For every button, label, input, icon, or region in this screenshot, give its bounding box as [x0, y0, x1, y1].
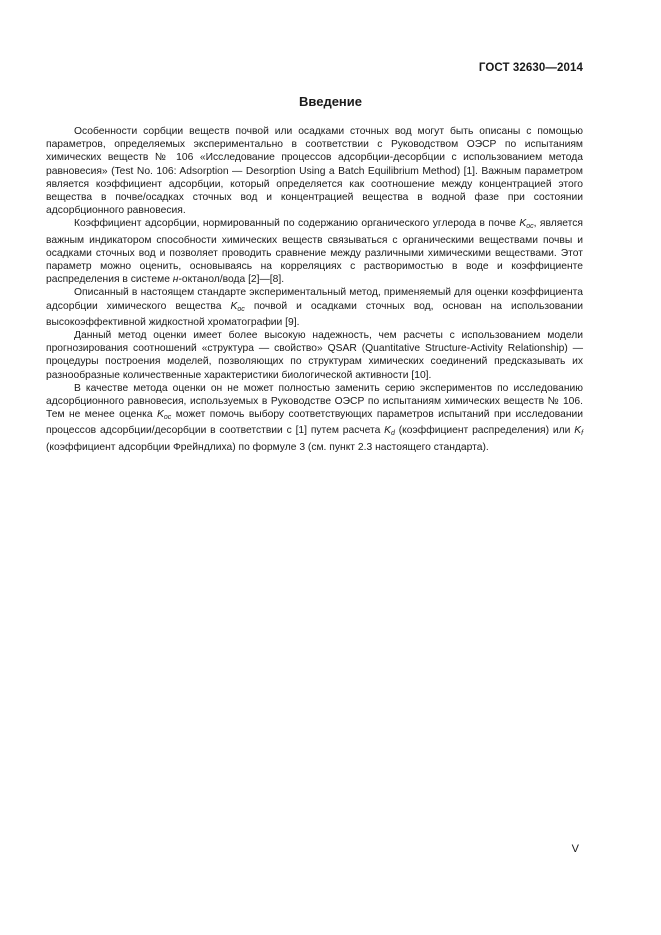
paragraph-3-text-a: Описанный в настоящем стандарте экспериментальный метод, применяемый для оценки коэффициента адсорбции химического вещества: [46, 287, 583, 312]
paragraph-2-text-b: , является важным индикатором способности химических веществ связываться с органическими веществами почвы и осадками сточных вод и позволяет проводить сравнение между различными химическими веществами. Этот параметр можно оценить, основываясь на корреляциях с растворимостью в воде и коэффициенте распределения в системе: [46, 218, 583, 286]
paragraph-5-text-d: (коэффициент адсорбции Фрейндлиха) по формуле 3 (см. пункт 2.3 настоящего стандарта).: [46, 441, 489, 453]
paragraph-5-text-b: может помочь выбору соответствующих параметров испытаний при исследовании процессов адсорбции/десорбции в соответствии с [1] путем расчета: [46, 409, 584, 437]
paragraph-3-text-b: почвой и осадками сточных вод, основан на использовании высокоэффективной жидкостной хроматографии [9].: [46, 300, 583, 328]
koc-symbol: K: [156, 409, 164, 421]
paragraph-5: [46, 382, 583, 454]
page-title: Введение: [299, 94, 362, 109]
kd-symbol: K: [384, 425, 392, 437]
document-body: [46, 125, 583, 454]
paragraph-3: [46, 286, 583, 329]
document-code: ГОСТ 32630—2014: [478, 62, 583, 74]
kf-subscript: f: [581, 430, 584, 438]
page-number: V: [571, 843, 579, 855]
koc-symbol: K: [230, 300, 238, 312]
paragraph-5-text-a: В качестве метода оценки он не может полностью заменить серию экспериментов по исследованию адсорбционного равновесия, используемых в Руководстве ОЭСР по испытаниям химических веществ № 106. Тем не менее оценка: [46, 382, 583, 421]
paragraph-2-text-a: Коэффициент адсорбции, нормированный по содержанию органического углерода в почве: [74, 218, 520, 230]
kd-subscript: d: [391, 430, 395, 438]
kf-symbol: K: [574, 425, 582, 437]
koc-symbol: K: [519, 218, 527, 230]
n-octanol-prefix: н: [172, 274, 179, 286]
koc-subscript: oc: [163, 414, 172, 422]
koc-subscript: oc: [526, 223, 534, 231]
paragraph-1: Особенности сорбции веществ почвой или осадками сточных вод могут быть описаны с помощью параметров, определяемых экспериментально в соответствии с Руководством ОЭСР по испытаниям химических веществ № 106 «Исследование процессов адсорбции-десорбции с использованием метода равновесия» (Test No. 106: Adsorption — Desorption Using a Batch Equilibrium Method) [1]. Важным параметром является коэффициент адсорбции, который определяется как соотношение между концентрацией этого вещества в почве/осадках сточных вод и концентрацией вещества в водной фазе при состоянии адсорбционного равновесия.: [46, 126, 583, 217]
paragraph-2: [46, 217, 583, 286]
koc-subscript: oc: [237, 305, 245, 313]
paragraph-2-text-c: -октанол/вода [2]—[8].: [178, 274, 285, 286]
paragraph-4: Данный метод оценки имеет более высокую надежность, чем расчеты с использованием модели прогнозирования соотношений «структура — свойство» QSAR (Quantitative Structure-Activity Relationship) — процедуры построения моделей, позволяющих по структурам химических соединений предсказывать их разнообразные количественные характеристики биологической активности [10].: [46, 330, 583, 381]
paragraph-5-text-c: (коэффициент распределения) или: [394, 425, 575, 437]
